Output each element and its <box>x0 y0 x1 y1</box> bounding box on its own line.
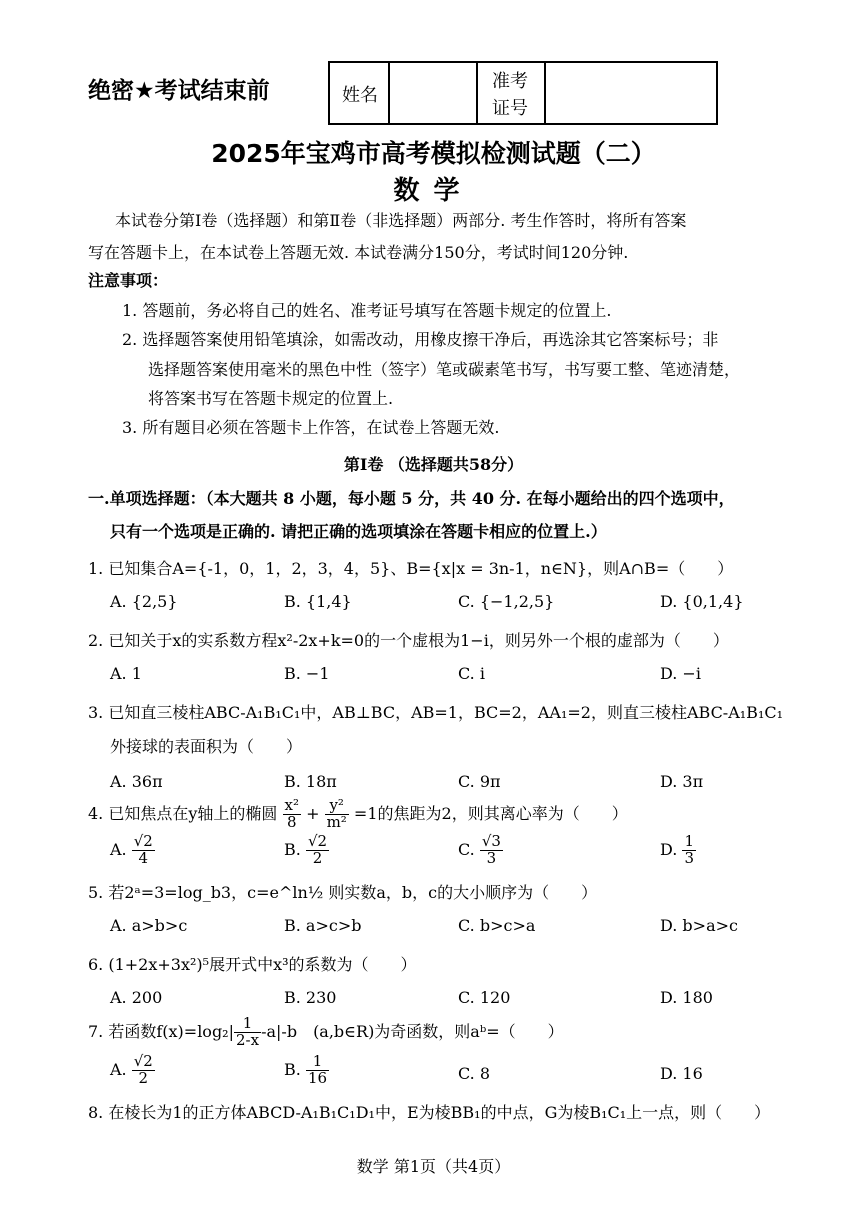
note-2-line-2: 选择题答案使用毫米的黑色中性（签字）笔或碳素笔书写，书写要工整、笔迹清楚， <box>148 360 741 379</box>
q7-option-a <box>110 1054 155 1087</box>
q5-option-d: D. b>a>c <box>660 916 738 935</box>
q4-option-c-label: C. <box>458 839 475 859</box>
q4-option-d-fraction <box>682 834 696 867</box>
exam-id-label-line1: 准考 <box>492 71 528 92</box>
exam-id-field[interactable] <box>546 63 716 123</box>
q4-option-b-numerator: √2 <box>307 832 328 850</box>
q4-option-d-denominator: 3 <box>684 848 694 867</box>
q7-fraction <box>234 1016 261 1049</box>
q4-option-b <box>284 834 329 867</box>
note-2-line-3: 将答案书写在答题卡规定的位置上. <box>148 389 394 408</box>
q4-fraction-x-numerator: x² <box>284 796 299 814</box>
q4-stem-prefix: 4. 已知焦点在y轴上的椭圆 <box>88 803 278 823</box>
intro-line-2: 写在答题卡上，在本试卷上答题无效. 本试卷满分150分，考试时间120分钟. <box>88 243 629 262</box>
q3-option-a: A. 36π <box>110 772 163 791</box>
part-1-heading: 第Ⅰ卷 （选择题共58分） <box>343 455 524 474</box>
question-8-stem: 8. 在棱长为1的正方体ABCD-A₁B₁C₁D₁中，E为棱BB₁的中点，G为棱B₁C₁上一点，则（ ） <box>88 1103 771 1122</box>
notes-heading: 注意事项： <box>88 271 169 290</box>
question-6-stem: 6. (1+2x+3x²)⁵展开式中x³的系数为（ ） <box>88 955 417 974</box>
q6-option-d: D. 180 <box>660 988 713 1007</box>
intro-line-1: 本试卷分第Ⅰ卷（选择题）和第Ⅱ卷（非选择题）两部分. 考生作答时，将所有答案 <box>115 211 687 230</box>
q4-option-c-fraction <box>480 834 503 867</box>
q4-stem-suffix: =1的焦距为2，则其离心率为（ ） <box>353 803 628 823</box>
page-footer: 数学 第1页（共4页） <box>356 1157 511 1176</box>
q4-option-b-fraction <box>306 834 329 867</box>
q7-option-a-denominator: 2 <box>138 1068 149 1087</box>
q1-option-b: B. {1,4} <box>284 592 352 611</box>
q4-option-c-numerator: √3 <box>481 832 501 850</box>
q5-option-a: A. a>b>c <box>110 916 188 935</box>
q4-option-c <box>458 834 503 867</box>
q4-option-a-denominator: 4 <box>138 848 149 867</box>
q7-option-b-fraction <box>306 1054 329 1087</box>
q4-option-a <box>110 834 155 867</box>
q4-option-b-label: B. <box>284 839 301 859</box>
q5-option-b: B. a>c>b <box>284 916 362 935</box>
q2-option-c: C. i <box>458 664 485 683</box>
q1-option-d: D. {0,1,4} <box>660 592 744 611</box>
name-field[interactable] <box>390 63 478 123</box>
candidate-info-box <box>328 61 718 125</box>
q3-option-b: B. 18π <box>284 772 337 791</box>
q1-option-a: A. {2,5} <box>110 592 178 611</box>
name-label: 姓名 <box>342 85 378 106</box>
q4-option-d-label: D. <box>660 839 678 859</box>
exam-id-label-cell <box>478 63 546 123</box>
q7-option-d: D. 16 <box>660 1064 703 1083</box>
q4-option-a-label: A. <box>110 839 127 859</box>
q2-option-d: D. −i <box>660 664 701 683</box>
q7-option-a-label: A. <box>110 1059 127 1079</box>
question-2-stem: 2. 已知关于x的实系数方程x²-2x+k=0的一个虚根为1−i，则另外一个根的虚部为（ ） <box>88 631 729 650</box>
exam-title: 2025年宝鸡市高考模拟检测试题（二） <box>211 139 656 168</box>
q1-option-c: C. {−1,2,5} <box>458 592 555 611</box>
q4-fraction-x <box>283 798 301 831</box>
question-4-stem <box>88 798 628 831</box>
q7-option-b <box>284 1054 329 1087</box>
q4-option-d-numerator: 1 <box>684 832 694 850</box>
section-1-instructions-line-2: 只有一个选项是正确的. 请把正确的选项填涂在答题卡相应的位置上.） <box>110 522 607 541</box>
q4-option-a-fraction <box>132 834 155 867</box>
confidential-label: 绝密★考试结束前 <box>88 78 270 104</box>
q7-option-b-numerator: 1 <box>306 1054 329 1071</box>
q4-fraction-y-numerator: y² <box>325 798 349 815</box>
q5-option-c: C. b>c>a <box>458 916 536 935</box>
q7-stem-prefix: 7. 若函数f(x)=log₂| <box>88 1021 234 1041</box>
note-3: 3. 所有题目必须在答题卡上作答，在试卷上答题无效. <box>122 418 500 437</box>
q4-fraction-y <box>325 798 349 831</box>
question-7-stem <box>88 1016 564 1049</box>
q4-fraction-x-denominator: 8 <box>286 812 297 831</box>
q6-option-c: C. 120 <box>458 988 511 1007</box>
q2-option-b: B. −1 <box>284 664 330 683</box>
q4-option-d <box>660 834 696 867</box>
q7-option-b-label: B. <box>284 1059 301 1079</box>
question-3-stem-line-2: 外接球的表面积为（ ） <box>110 737 303 756</box>
q4-fraction-y-denominator: m² <box>326 812 347 831</box>
q7-option-a-numerator: √2 <box>133 1052 153 1070</box>
q7-fraction-numerator: 1 <box>234 1016 261 1033</box>
section-1-instructions-line-1: 一.单项选择题：（本大题共 8 小题，每小题 5 分，共 40 分. 在每小题给出的四个选项中， <box>88 489 735 508</box>
q7-stem-suffix: -a|-b (a,b∈R)为奇函数，则aᵇ=（ ） <box>261 1021 564 1041</box>
q3-option-c: C. 9π <box>458 772 501 791</box>
q6-option-b: B. 230 <box>284 988 337 1007</box>
q4-option-c-denominator: 3 <box>486 848 497 867</box>
q6-option-a: A. 200 <box>110 988 163 1007</box>
note-2-line-1: 2. 选择题答案使用铅笔填涂，如需改动，用橡皮擦干净后，再选涂其它答案标号；非 <box>122 330 719 349</box>
question-1-stem: 1. 已知集合A={-1，0，1，2，3，4，5}、B={x|x = 3n-1，n∈N}，则A∩B=（ ） <box>88 559 734 578</box>
q7-option-b-denominator: 16 <box>307 1068 328 1087</box>
note-1: 1. 答题前，务必将自己的姓名、准考证号填写在答题卡规定的位置上. <box>122 301 612 320</box>
q2-option-a: A. 1 <box>110 664 142 683</box>
q4-option-b-denominator: 2 <box>312 848 323 867</box>
q4-plus: + <box>306 803 320 823</box>
name-label-cell <box>330 63 390 123</box>
exam-id-label-line2: 证号 <box>492 98 528 119</box>
q7-fraction-denominator: 2-x <box>236 1030 260 1049</box>
subject-title: 数学 <box>393 176 474 206</box>
q4-option-a-numerator: √2 <box>133 832 153 850</box>
q3-option-d: D. 3π <box>660 772 704 791</box>
q7-option-a-fraction <box>132 1054 155 1087</box>
question-3-stem-line-1: 3. 已知直三棱柱ABC-A₁B₁C₁中，AB⊥BC，AB=1，BC=2，AA₁=2，则直三棱柱ABC-A₁B₁C₁ <box>88 703 784 722</box>
question-5-stem: 5. 若2ᵃ=3=log_b3，c=e^ln½ 则实数a，b，c的大小顺序为（ ） <box>88 883 598 902</box>
q7-option-c: C. 8 <box>458 1064 491 1083</box>
